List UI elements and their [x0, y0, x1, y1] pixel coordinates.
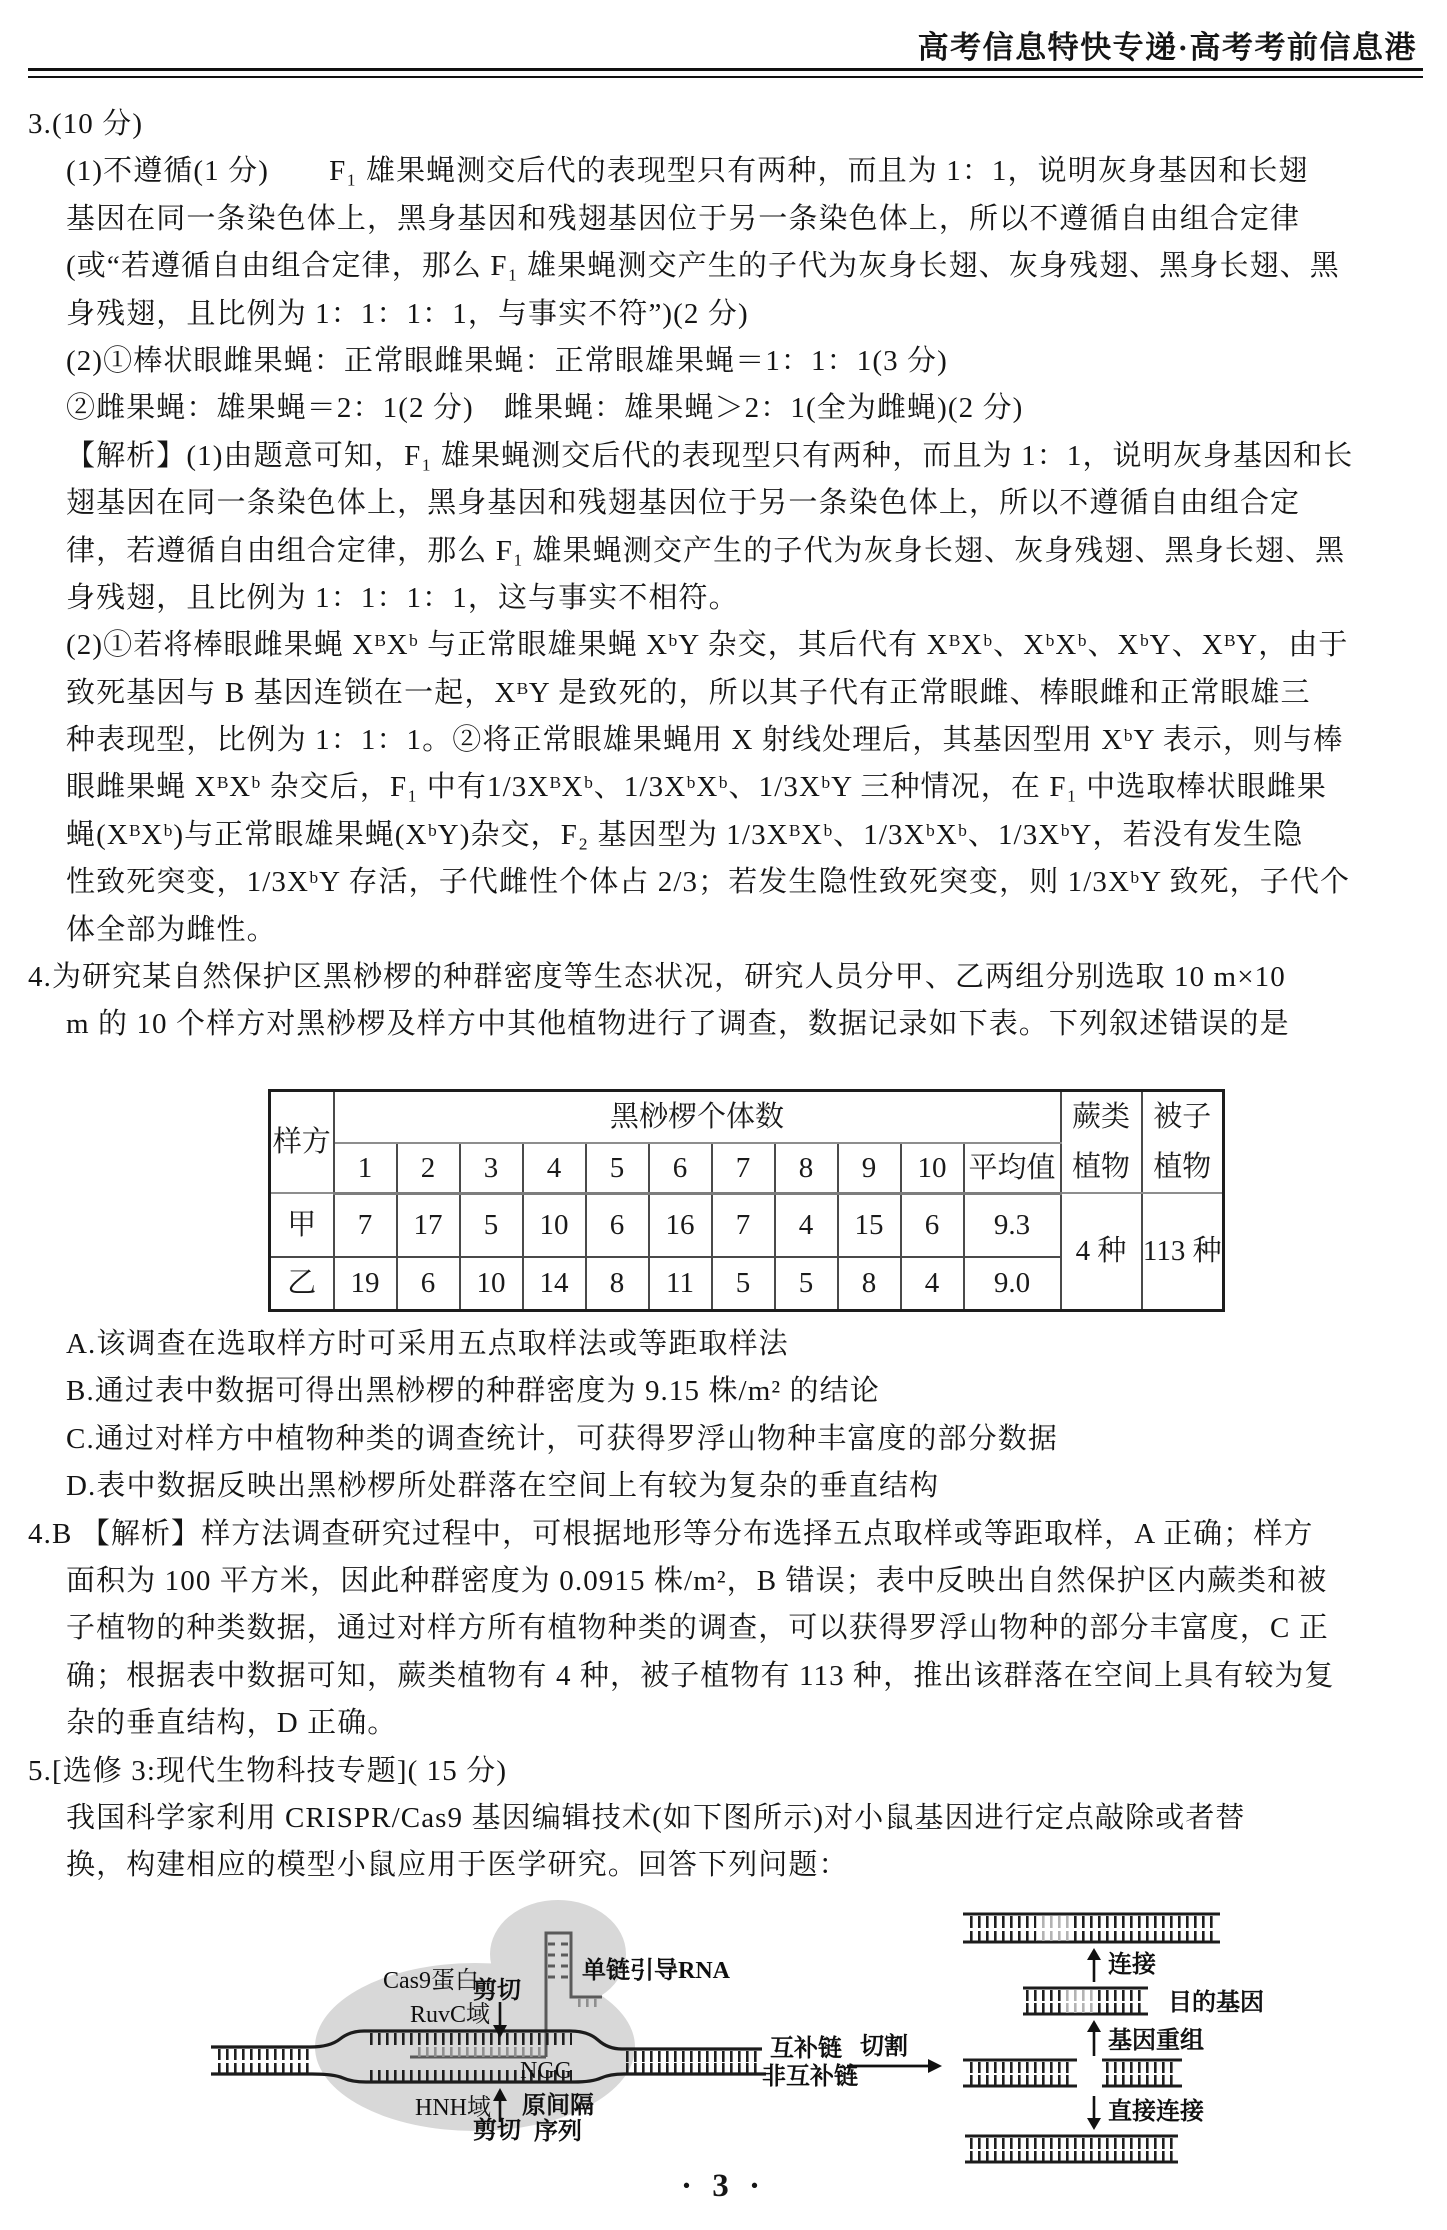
table-value-cell: 6 — [901, 1193, 964, 1257]
text-line: 5.[选修 3:现代生物科技专题]( 15 分) — [28, 1754, 508, 1787]
text-line: 杂的垂直结构，D 正确。 — [66, 1707, 398, 1740]
label-ngg: NGG — [520, 2058, 572, 2084]
table-value-cell: 5 — [460, 1193, 523, 1257]
table-value-cell: 8 — [586, 1257, 649, 1310]
table-subheader-cell: 10 — [901, 1143, 964, 1193]
text-line: D.表中数据反映出黑桫椤所处群落在空间上有较为复杂的垂直结构 — [66, 1470, 940, 1503]
answer-text-block-bottom — [28, 1321, 1428, 1890]
table-subheader-cell: 8 — [775, 1143, 838, 1193]
text-line: ②雌果蝇：雄果蝇＝2：1(2 分) 雌果蝇：雄果蝇＞2：1(全为雌蝇)(2 分) — [66, 392, 1024, 425]
label-recombination: 基因重组 — [1108, 2028, 1204, 2054]
table-subheader-cell: 平均值 — [964, 1143, 1061, 1193]
table-value-cell: 8 — [838, 1257, 901, 1310]
page-masthead: 高考信息特快专递·高考考前信息港 — [917, 30, 1417, 65]
recombination-arrow — [1087, 2020, 1101, 2056]
label-noncomplementary-strand: 非互补链 — [762, 2064, 858, 2090]
text-line: (1)不遵循(1 分) F₁ 雄果蝇测交后代的表现型只有两种，而且为 1：1，说明灰身基因和长翅 — [66, 155, 1309, 188]
text-line: 面积为 100 平方米，因此种群密度为 0.0915 株/m²，B 错误；表中反映出自然保护区内蕨类和被 — [66, 1564, 1328, 1597]
label-cas9-protein: Cas9蛋白 — [383, 1968, 479, 1994]
label-protospacer-2: 序列 — [534, 2119, 582, 2145]
text-line: C.通过对样方中植物种类的调查统计，可获得罗浮山物种丰富度的部分数据 — [66, 1422, 1058, 1455]
text-line: 子植物的种类数据，通过对样方所有植物种类的调查，可以获得罗浮山物种的部分丰富度，C 正 — [66, 1612, 1329, 1645]
table-value-cell: 15 — [838, 1193, 901, 1257]
text-line: 翅基因在同一条染色体上，黑身基因和残翅基因位于另一条染色体上，所以不遵循自由组合定 — [66, 487, 1301, 520]
label-hnh-domain: HNH域 — [415, 2095, 491, 2121]
text-line: 蝇(XᴮXᵇ)与正常眼雄果蝇(XᵇY)杂交，F₂ 基因型为 1/3XᴮXᵇ、1/3XᵇXᵇ、1/3XᵇY，若没有发生隐 — [66, 818, 1304, 851]
text-line: m 的 10 个样方对黑桫椤及样方中其他植物进行了调查，数据记录如下表。下列叙述错误的是 — [66, 1008, 1290, 1041]
text-line: 换，构建相应的模型小鼠应用于医学研究。回答下列问题： — [66, 1849, 849, 1882]
table-value-cell: 9.0 — [964, 1257, 1061, 1310]
table-angiosperm-value: 113 种 — [1142, 1193, 1224, 1310]
dna-piece-cut-fragments — [963, 2060, 1182, 2086]
table-fern-header: 蕨类植物 — [1061, 1091, 1142, 1194]
table-value-cell: 7 — [334, 1193, 397, 1257]
label-cut-bottom: 剪切 — [473, 2118, 521, 2144]
label-sgRNA: 单链引导RNA — [582, 1958, 730, 1984]
text-line: 4.为研究某自然保护区黑桫椤的种群密度等生态状况，研究人员分甲、乙两组分别选取 10 m×10 — [28, 961, 1286, 994]
table-value-cell: 17 — [397, 1193, 460, 1257]
table-subheader-cell: 7 — [712, 1143, 775, 1193]
table-subheader-cell: 1 — [334, 1143, 397, 1193]
text-line: 律，若遵循自由组合定律，那么 F₁ 雄果蝇测交产生的子代为灰身长翅、灰身残翅、黑身长翅、黑 — [66, 534, 1346, 567]
dna-piece-rejoined-bottom — [965, 2136, 1178, 2162]
table-subheader-cell: 2 — [397, 1143, 460, 1193]
table-value-cell: 6 — [586, 1193, 649, 1257]
table-value-cell: 9.3 — [964, 1193, 1061, 1257]
table-value-cell: 7 — [712, 1193, 775, 1257]
label-cut-top: 剪切 — [473, 1978, 521, 2004]
text-line: (2)①若将棒眼雌果蝇 XᴮXᵇ 与正常眼雄果蝇 XᵇY 杂交，其后代有 XᴮXᵇ、XᵇXᵇ、XᵇY、XᴮY，由于 — [66, 629, 1349, 662]
table-value-cell: 5 — [712, 1257, 775, 1310]
table-row-label: 甲 — [270, 1193, 334, 1257]
table-corner-header: 样方 — [270, 1091, 334, 1194]
text-line: B.通过表中数据可得出黑桫椤的种群密度为 9.15 株/m² 的结论 — [66, 1375, 880, 1408]
page-number: · 3 · — [680, 2168, 766, 2204]
text-line: 性致死突变，1/3XᵇY 存活，子代雌性个体占 2/3；若发生隐性致死突变，则 1/3XᵇY 致死，子代个 — [66, 866, 1351, 899]
dna-piece-ligated-top — [963, 1914, 1220, 1942]
table-subheader-cell: 6 — [649, 1143, 712, 1193]
answer-text-block-top — [28, 101, 1428, 1049]
table-value-cell: 6 — [397, 1257, 460, 1310]
text-line: 4.B 【解析】样方法调查研究过程中，可根据地形等分布选择五点取样或等距取样，A 正确；样方 — [28, 1517, 1314, 1550]
label-ligate: 连接 — [1108, 1952, 1156, 1978]
table-subheader-cell: 9 — [838, 1143, 901, 1193]
text-line: 身残翅，且比例为 1：1：1：1，与事实不符”)(2 分) — [66, 297, 749, 330]
table-value-cell: 5 — [775, 1257, 838, 1310]
table-row-label: 乙 — [270, 1257, 334, 1310]
text-line: 眼雌果蝇 XᴮXᵇ 杂交后，F₁ 中有1/3XᴮXᵇ、1/3XᵇXᵇ、1/3XᵇY 三种情况，在 F₁ 中选取棒状眼雌果 — [66, 771, 1327, 804]
table-subheader-cell: 3 — [460, 1143, 523, 1193]
label-target-gene: 目的基因 — [1168, 1990, 1264, 2016]
label-protospacer-1: 原间隔 — [522, 2093, 594, 2119]
text-line: (或“若遵循自由组合定律，那么 F₁ 雄果蝇测交产生的子代为灰身长翅、灰身残翅、黑身长翅、黑 — [66, 250, 1340, 283]
label-direct-ligation: 直接连接 — [1108, 2099, 1204, 2125]
table-value-cell: 11 — [649, 1257, 712, 1310]
table-subheader-cell: 5 — [586, 1143, 649, 1193]
header-double-rule — [28, 68, 1423, 78]
table-angiosperm-header: 被子植物 — [1142, 1091, 1224, 1194]
text-line: 我国科学家利用 CRISPR/Cas9 基因编辑技术(如下图所示)对小鼠基因进行定点敲除或者替 — [66, 1801, 1246, 1834]
table-value-cell: 10 — [523, 1193, 586, 1257]
ligate-arrow — [1087, 1948, 1101, 1982]
label-complementary-strand: 互补链 — [770, 2036, 842, 2062]
table-value-cell: 16 — [649, 1193, 712, 1257]
text-line: 确；根据表中数据可知，蕨类植物有 4 种，被子植物有 113 种，推出该群落在空间上具有较为复 — [66, 1659, 1335, 1692]
table-group-header: 黑桫椤个体数 — [334, 1091, 1061, 1143]
quadrat-data-table — [268, 1089, 1225, 1312]
text-line: 体全部为雌性。 — [66, 913, 277, 946]
crispr-cas9-diagram — [170, 1898, 1300, 2170]
dna-piece-target-gene — [1023, 1988, 1148, 2014]
cleave-arrow — [847, 2059, 942, 2073]
label-ruvc-domain: RuvC域 — [410, 2002, 491, 2028]
text-line: A.该调查在选取样方时可采用五点取样法或等距取样法 — [66, 1328, 789, 1360]
text-line: 致死基因与 B 基因连锁在一起，XᴮY 是致死的，所以其子代有正常眼雌、棒眼雌和正常眼雄三 — [66, 676, 1311, 709]
table-value-cell: 14 — [523, 1257, 586, 1310]
text-line: (2)①棒状眼雌果蝇：正常眼雌果蝇：正常眼雄果蝇＝1：1：1(3 分) — [66, 344, 948, 377]
table-subheader-cell: 4 — [523, 1143, 586, 1193]
text-line: 身残翅，且比例为 1：1：1：1，这与事实不相符。 — [66, 581, 739, 614]
table-fern-value: 4 种 — [1061, 1193, 1142, 1310]
table-value-cell: 19 — [334, 1257, 397, 1310]
text-line: 基因在同一条染色体上，黑身基因和残翅基因位于另一条染色体上，所以不遵循自由组合定律 — [66, 202, 1301, 235]
table-value-cell: 10 — [460, 1257, 523, 1310]
text-line: 【解析】(1)由题意可知，F₁ 雄果蝇测交后代的表现型只有两种，而且为 1：1，说明灰身基因和长 — [66, 439, 1354, 472]
table-value-cell: 4 — [775, 1193, 838, 1257]
direct-ligation-arrow — [1087, 2096, 1101, 2130]
text-line: 种表现型，比例为 1：1：1。②将正常眼雄果蝇用 X 射线处理后，其基因型用 XᵇY 表示，则与棒 — [66, 724, 1344, 757]
label-cleave: 切割 — [860, 2034, 908, 2060]
text-line: 3.(10 分) — [28, 108, 144, 140]
table-value-cell: 4 — [901, 1257, 964, 1310]
